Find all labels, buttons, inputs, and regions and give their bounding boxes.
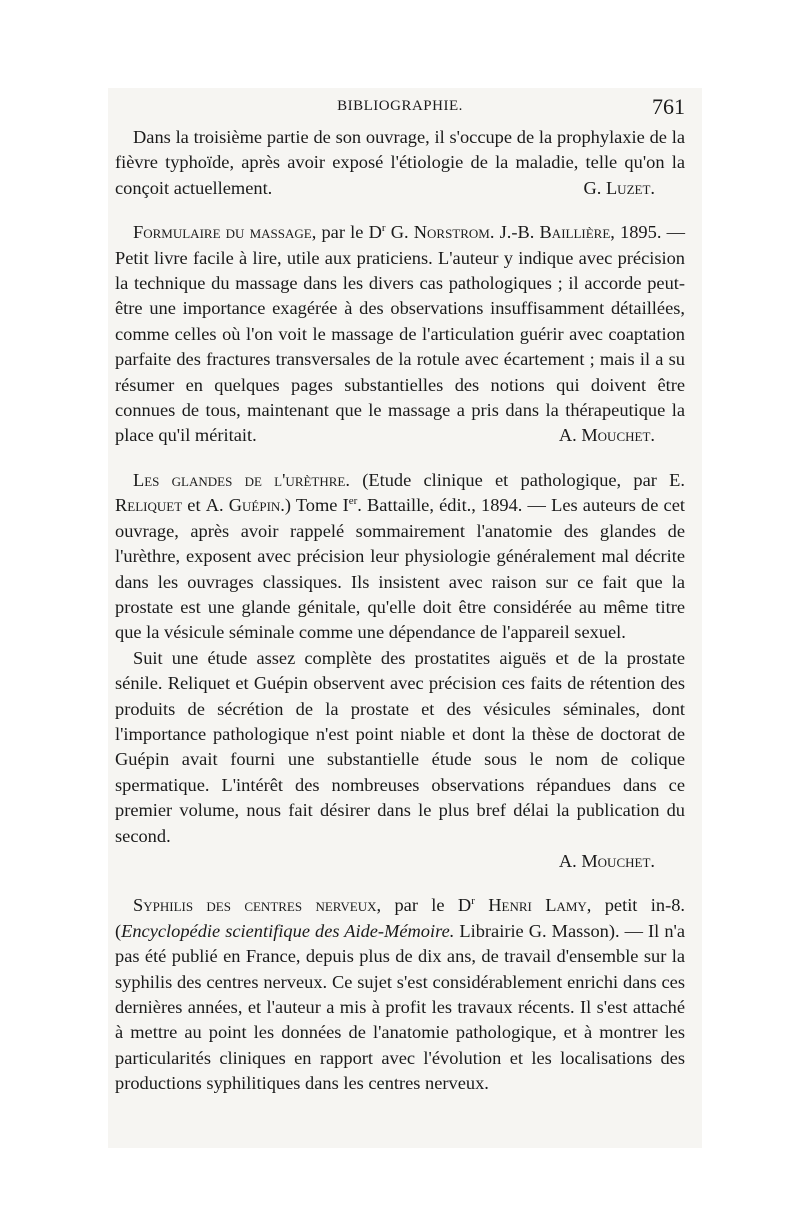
review-title: Syphilis des centres nerveux, xyxy=(133,895,382,916)
paragraph-prostatites xyxy=(115,646,685,849)
review-and: et xyxy=(182,495,206,516)
review-publisher: J.-B. Baillière, 1895. xyxy=(494,222,662,243)
review-by: par le D xyxy=(316,222,382,243)
review-by-sup: r xyxy=(471,895,475,908)
signature-mouchet: A. Mouchet. xyxy=(558,850,655,871)
review-title: Les glandes de l'urèthre. xyxy=(133,469,350,490)
review-author: G. Norstrom. xyxy=(385,222,495,243)
review-by-sup: r xyxy=(381,222,386,235)
review-glandes-uretre xyxy=(115,468,685,646)
review-author: E. Reliquet xyxy=(115,469,685,516)
paragraph-text: Dans la troisième partie de son ouvrage, il s'occupe de la prophylaxie de la fièvre typhoïde, après avoir exposé l'étiologie de la maladie, telle qu'on la conçoit actuellement. xyxy=(115,127,685,198)
review-author: A. Guépin. xyxy=(205,495,285,516)
paragraph-text: Suit une étude assez complète des prostatites aiguës et de la prostate sénile. Reliquet et Guépin observent avec précision ces faits de rétention des produits de sécrétion de la prostate et des vésicules séminales, dont l'importance pathologique n'est point niable et dont la thèse de doctorat de Guépin avait fourni une substantielle étude sous le nom de colique spermatique. L'intérêt des nombreuses observations répandues dans ce premier volume, nous fait désirer dans le plus bref délai la publication du second. xyxy=(115,647,685,846)
review-by: par le D xyxy=(381,895,472,916)
review-title: Formulaire du massage, xyxy=(133,222,317,243)
review-syphilis-centres-nerveux xyxy=(115,893,685,1096)
review-series: Encyclopédie scientifique des Aide-Mémoire. xyxy=(121,920,455,941)
review-text: (Etude clinique et pathologique, par xyxy=(349,469,670,490)
tome-sup: er xyxy=(348,495,358,508)
review-formulaire-du-massage xyxy=(115,220,685,449)
page-body xyxy=(115,125,685,1097)
running-title: BIBLIOGRAPHIE. xyxy=(337,98,463,114)
review-author: Henri Lamy, xyxy=(474,895,592,916)
review-text: petit in-8. ( xyxy=(115,895,685,941)
review-text: ) Tome I xyxy=(284,495,349,516)
signature-mouchet: A. Mouchet. xyxy=(558,425,655,446)
page-number: 761 xyxy=(652,94,685,119)
signature-luzet: G. Luzet. xyxy=(583,177,655,198)
review-text: — Petit livre facile à lire, utile aux praticiens. L'auteur y indique avec précision la technique du massage dans les divers cas pathologiques ; il accorde peut-être une importance exagérée à des observations insuffisamment détaillées, comme celles où l'on voit le massage de l'articulation guérir avec coaptation parfaite des fractures transversales de la rotule avec écartement ; mais il a su résumer en quelques pages substantielles des notions qui doivent être connues de tous, maintenant que le massage a pris dans la thérapeutique la place qu'il méritait. xyxy=(115,222,685,446)
page-header xyxy=(115,94,685,124)
review-text: . Battaille, édit., 1894. — Les auteurs de cet ouvrage, après avoir rappelé sommairement l'anatomie des glandes de l'urèthre, exposent avec précision leur physiologie généralement mal décrite dans les ouvrages classiques. Ils insistent avec raison sur ce fait que la prostate est une glande génitale, qu'elle doit être considérée au même titre que la vésicule séminale comme une dépendance de l'appareil sexuel. xyxy=(115,495,685,643)
review-text: Librairie G. Masson). — Il n'a pas été publié en France, depuis plus de dix ans, de travail d'ensemble sur la syphilis des centres nerveux. Ce sujet s'est considérablement enrichi dans ces dernières années, et l'auteur a mis à profit les travaux récents. Il s'est attaché à mettre au point les données de l'anatomie pathologique, et à montrer les particularités cliniques en rapport avec l'évolution et les localisations des productions syphilitiques dans les centres nerveux. xyxy=(115,920,685,1094)
paragraph-typhoid xyxy=(115,125,685,201)
